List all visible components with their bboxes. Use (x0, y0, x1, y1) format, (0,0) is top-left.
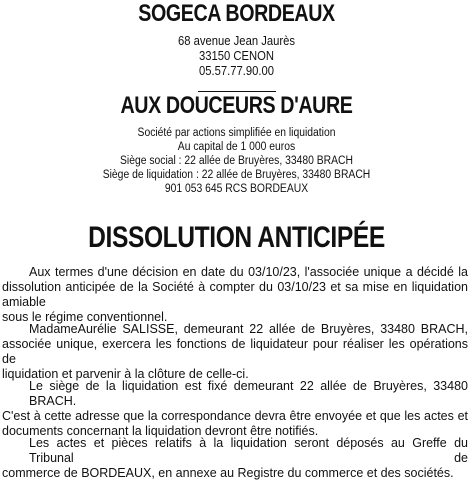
client-head-office: Siège social : 22 allée de Bruyères, 33480 BRACH (119, 155, 354, 167)
company-address-street: 68 avenue Jean Jaurès (178, 34, 295, 48)
paragraph-line: liquidation et parvenir à la clôture de celle-ci. (2, 367, 249, 381)
paragraph-line: associée unique, exercera les fonctions de liquidateur pour réaliser les opérations de (2, 337, 468, 366)
client-legal-form: Société par actions simplifiée en liquidation (137, 127, 336, 139)
company-name: SOGECA BORDEAUX (138, 0, 335, 27)
notice-title: DISSOLUTION ANTICIPÉE (88, 221, 385, 254)
paragraph-decision (2, 265, 468, 325)
paragraph-line: MadameAurélie SALISSE, demeurant 22 allée de Bruyères, 33480 BRACH, (29, 322, 468, 336)
client-capital: Au capital de 1 000 euros (177, 141, 296, 153)
paragraph-liquidator (2, 322, 468, 382)
paragraph-line: Les actes et pièces relatifs à la liquidation seront déposés au Greffe du Tribunal de (29, 436, 468, 465)
paragraph-liquidation-seat (2, 379, 468, 439)
paragraph-line: Le siège de la liquidation est fixé demeurant 22 allée de Bruyères, 33480 BRACH. (29, 379, 468, 408)
client-liquidation-office: Siège de liquidation : 22 allée de Bruyères, 33480 BRACH (102, 169, 371, 181)
paragraph-line: commerce de BORDEAUX, en annexe au Registre du commerce et des sociétés. (2, 466, 454, 480)
paragraph-line: Aux termes d'une décision en date du 03/10/23, l'associée unique a décidé la (29, 265, 468, 279)
client-rcs: 901 053 645 RCS BORDEAUX (164, 183, 309, 195)
paragraph-line: sous le régime conventionnel. (2, 310, 168, 324)
paragraph-line: dissolution anticipée de la Société à compter du 03/10/23 et sa mise en liquidation amiable (2, 280, 468, 309)
paragraph-line: C'est à cette adresse que la correspondance devra être envoyée et que les actes et (2, 409, 468, 423)
paragraph-filing (2, 436, 468, 481)
company-phone: 05.57.77.90.00 (198, 64, 275, 78)
company-address-city: 33150 CENON (198, 49, 275, 63)
paragraph-line: documents concernant la liquidation devront être notifiés. (2, 424, 319, 438)
client-company-name: AUX DOUCEURS D'AURE (120, 92, 353, 119)
